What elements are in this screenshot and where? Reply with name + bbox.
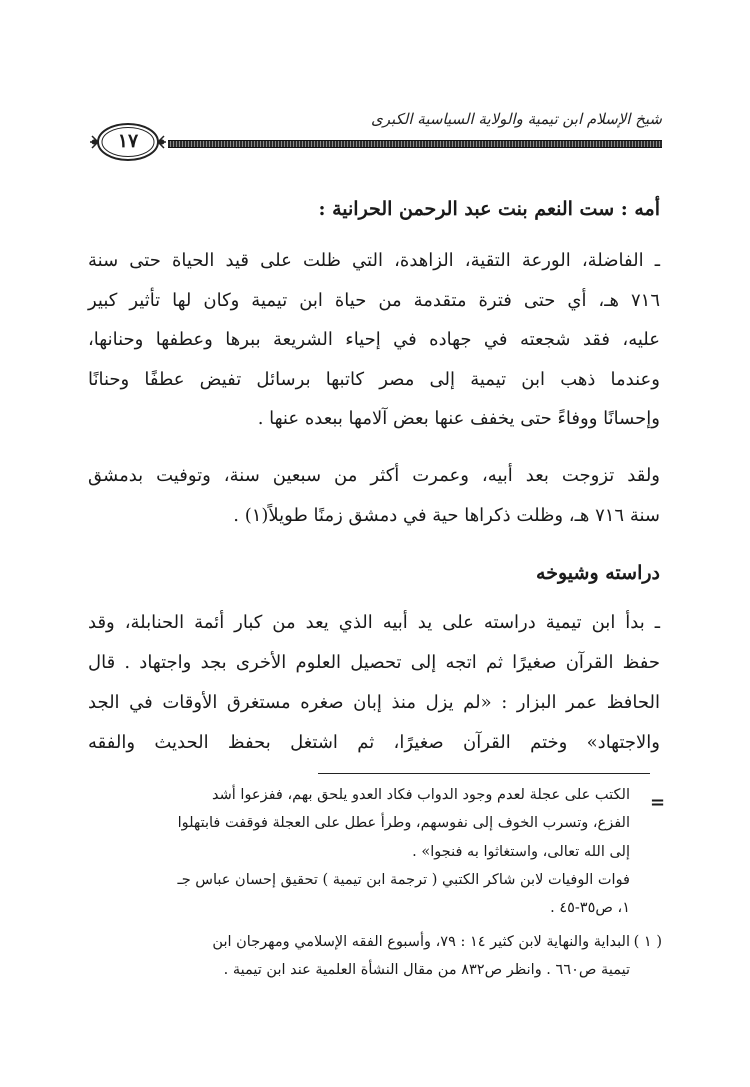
footnote-line: الفزع، وتسرب الخوف إلى نفوسهم، وطرأ عطل على العجلة فوقفت فابتهلوا [177, 815, 630, 831]
footnote-continuation-mark: = [650, 792, 666, 813]
text-line: الحافظ عمر البزار : «لم يزل منذ إبان صغره مستغرق الأوقات في الجد [88, 692, 660, 713]
page-number: ١٧ [117, 130, 139, 152]
footnote-line: ١، ص٣٥-٤٥ . [550, 900, 630, 916]
text-line: سنة ٧١٦ هـ، وظلت ذكراها حية في دمشق زمنًا طويلاً(١) . [233, 505, 660, 526]
text-line: ٧١٦ هـ، أي حتى فترة متقدمة من حياة ابن تيمية وكان لها تأثير كبير [88, 290, 660, 311]
header-rule [168, 140, 662, 148]
footnote-line: إلى الله تعالى، واستغاثوا به فنجوا» . [412, 844, 630, 860]
footnote-number: ( ١ ) [633, 934, 662, 950]
page-number-ornament [90, 120, 166, 164]
text-line: وإحسانًا ووفاءً حتى يخفف عنها بعض آلامها ببعده عنها . [257, 408, 660, 429]
text-line: ـ بدأ ابن تيمية دراسته على يد أبيه الذي يعد من كبار أئمة الحنابلة، وقد [88, 612, 660, 633]
text-line: ـ الفاضلة، الورعة التقية، الزاهدة، التي ظلت على قيد الحياة حتى سنة [88, 250, 660, 271]
running-title: شيخ الإسلام ابن تيمية والولاية السياسية الكبرى [370, 110, 662, 128]
text-line: والاجتهاد» وختم القرآن صغيرًا، ثم اشتغل بحفظ الحديث والفقه [88, 732, 660, 753]
footnote-line: فوات الوفيات لابن شاكر الكتبي ( ترجمة ابن تيمية ) تحقيق إحسان عباس جـ [177, 872, 630, 888]
footnote-line: تيمية ص٦٦٠ . وانظر ص٨٣٢ من مقال النشأة العلمية عند ابن تيمية . [223, 962, 630, 978]
section-heading-mother: أمه : ست النعم بنت عبد الرحمن الحرانية : [318, 198, 660, 220]
footnote-line: البداية والنهاية لابن كثير ١٤ : ٧٩، وأسبوع الفقه الإسلامي ومهرجان ابن [212, 934, 630, 950]
page-header [90, 108, 662, 168]
text-line: ولقد تزوجت بعد أبيه، وعمرت أكثر من سبعين سنة، وتوفيت بدمشق [88, 465, 660, 486]
text-line: وعندما ذهب ابن تيمية إلى مصر كاتبها برسائل تفيض عطفًا وحنانًا [88, 369, 660, 390]
footnote-separator [318, 773, 650, 774]
text-line: عليه، فقد شجعته في جهاده في إحياء الشريعة ببرها وعطفها وحنانها، [88, 329, 660, 350]
footnote-line: الكتب على عجلة لعدم وجود الدواب فكاد العدو يلحق بهم، ففزعوا أشد [212, 787, 630, 803]
text-line: حفظ القرآن صغيرًا ثم اتجه إلى تحصيل العلوم الأخرى بجد واجتهاد . قال [88, 652, 660, 673]
section-heading-studies: دراسته وشيوخه [536, 562, 660, 584]
